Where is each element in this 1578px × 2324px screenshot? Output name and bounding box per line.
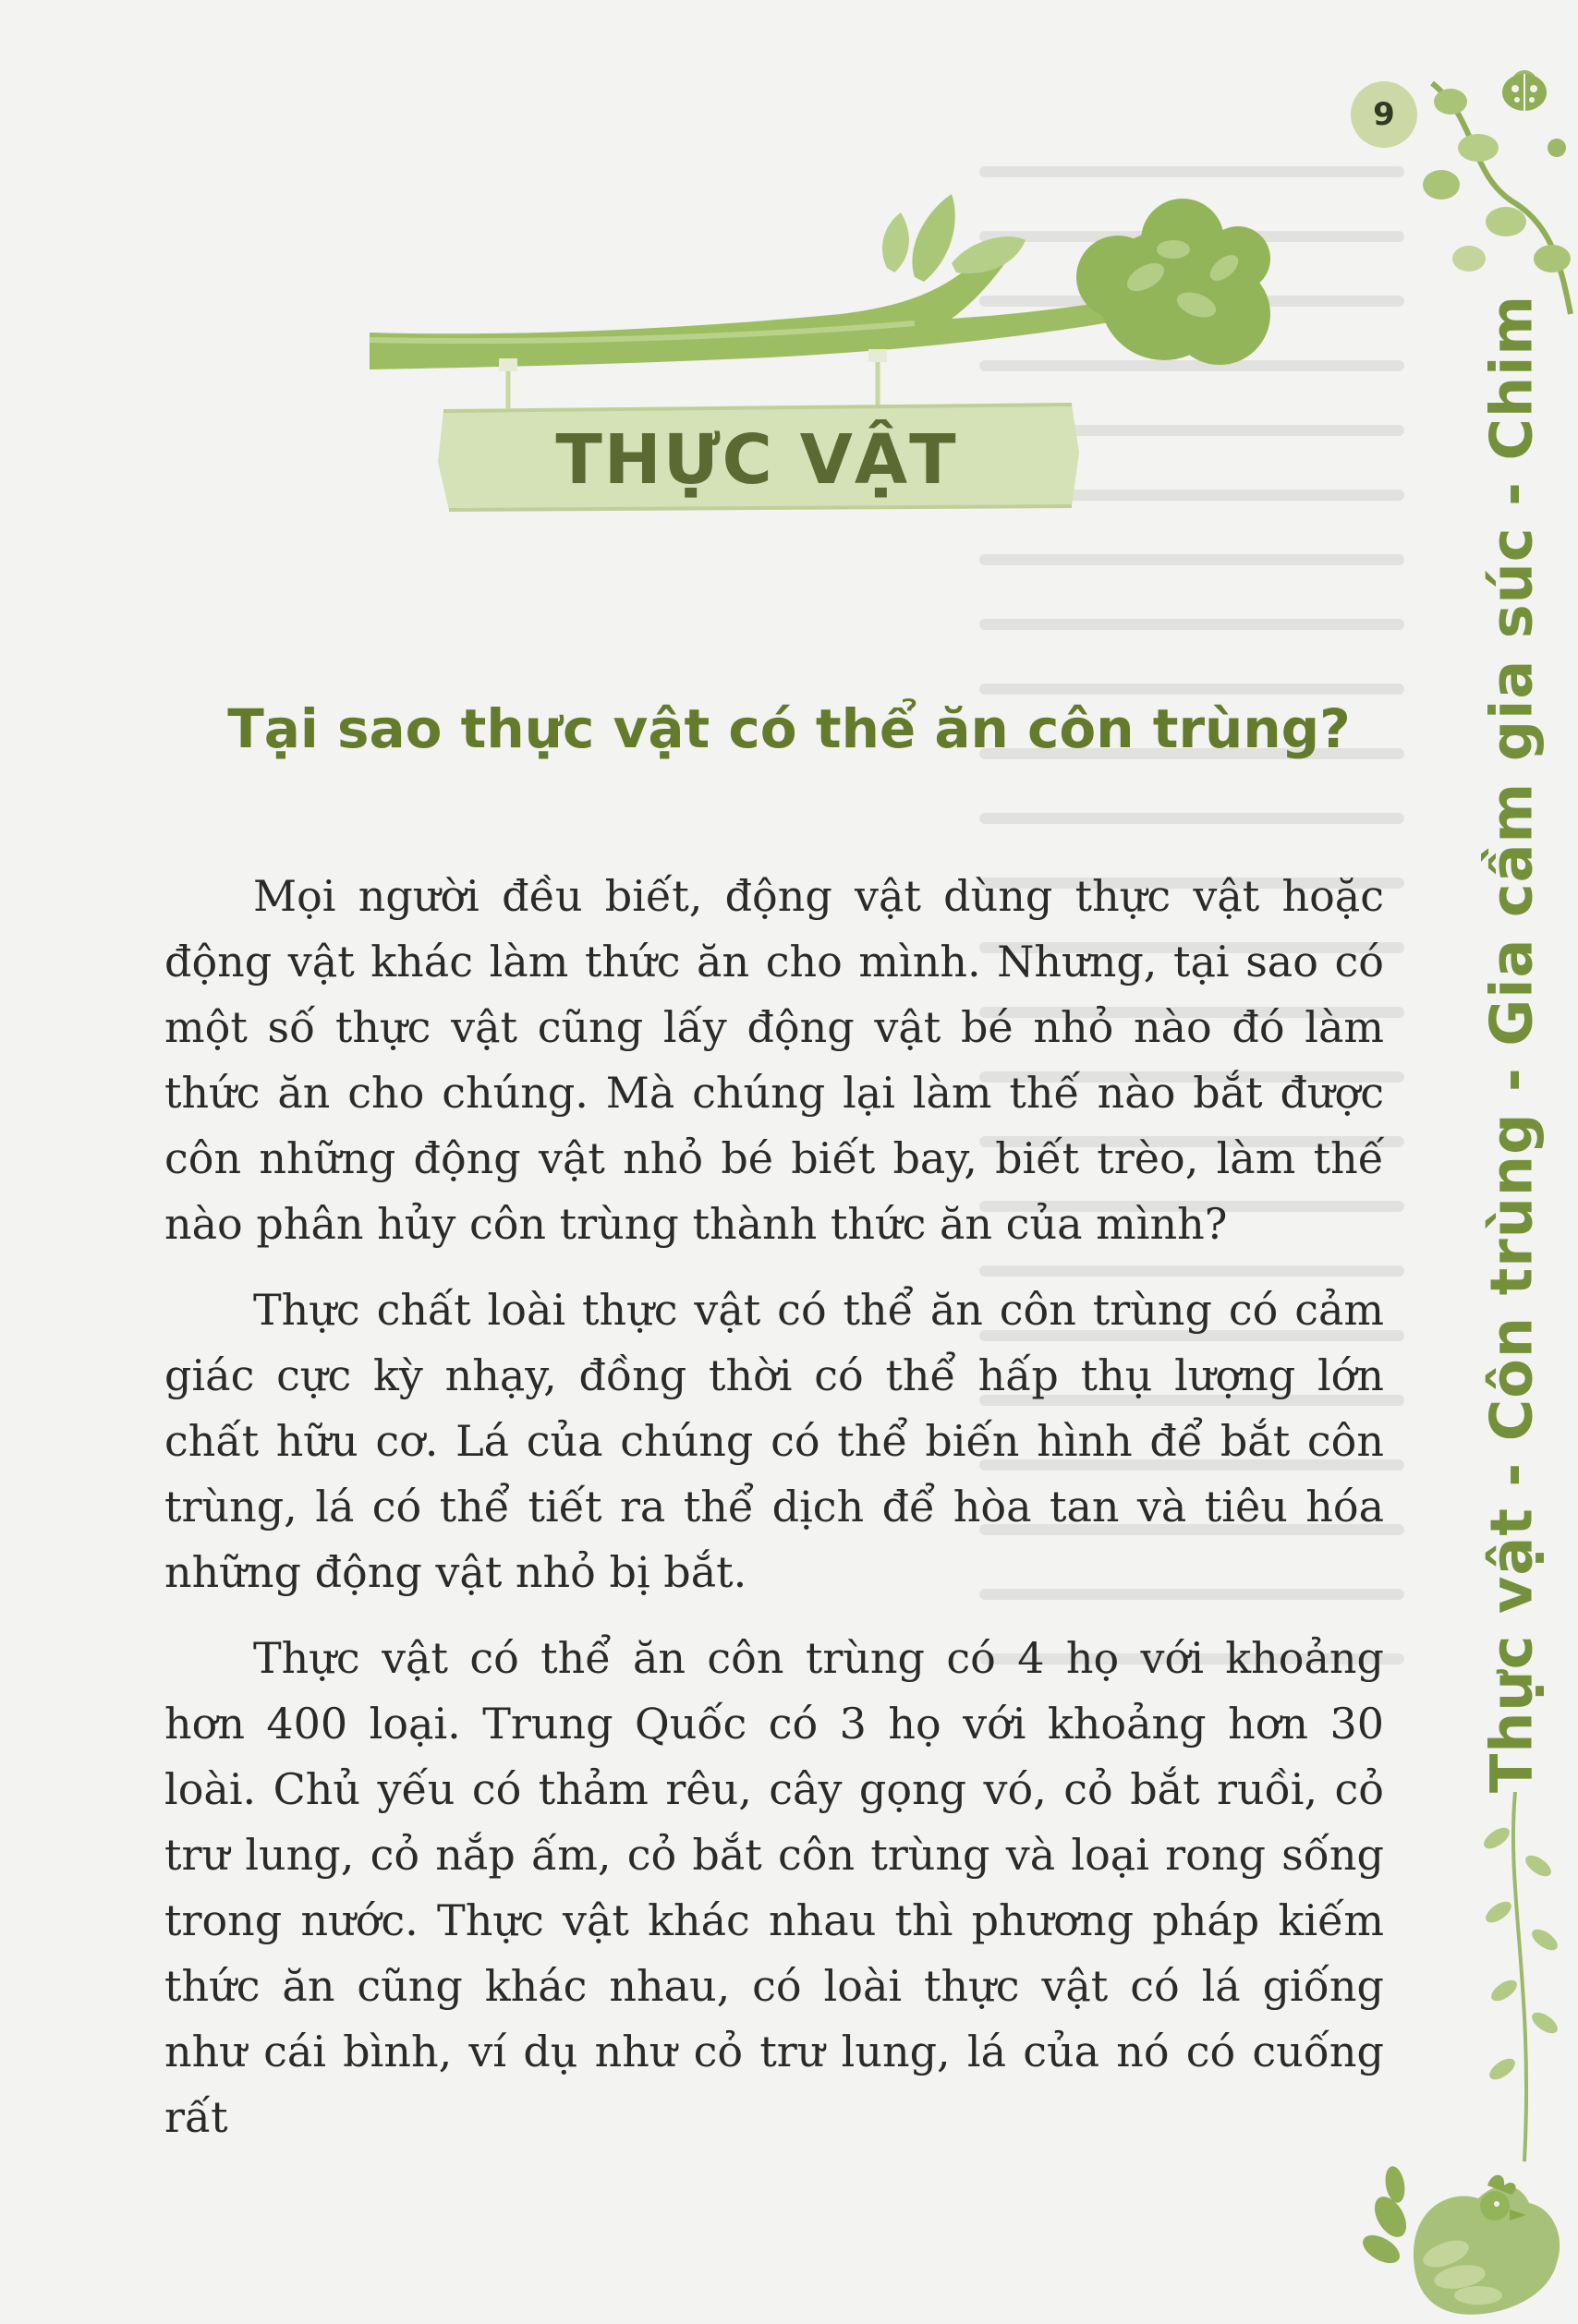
section-side-label: Thực vật - Côn trùng - Gia cầm gia súc - Chim — [1477, 295, 1546, 1793]
plant-sprig-icon — [1441, 1783, 1578, 2171]
ladybug-icon — [1497, 65, 1552, 116]
question-heading: Tại sao thực vật có thể ăn côn trùng? — [227, 697, 1351, 760]
paragraph: Mọi người đều biết, động vật dùng thực vật hoặc động vật khác làm thức ăn cho mình. Nhưng, tại sao có một số thực vật cũng lấy động vật bé nhỏ nào đó làm thức ăn cho chúng. Mà chúng lại làm thế nào bắt được côn những động vật nhỏ bé biết bay, biết trèo, làm thế nào phân hủy côn trùng thành thức ăn của mình? — [164, 871, 1384, 1249]
body-text — [164, 864, 1384, 2171]
sign-board — [438, 405, 1075, 515]
chapter-title: THỰC VẬT — [555, 420, 958, 500]
leaf-vine-icon — [1414, 46, 1578, 323]
page-number: 9 — [1351, 81, 1417, 148]
rooster-icon — [1358, 2124, 1578, 2324]
paragraph: Thực chất loài thực vật có thể ăn côn trùng có cảm giác cực kỳ nhạy, đồng thời có thể hấp thụ lượng lớn chất hữu cơ. Lá của chúng có thể biến hình để bắt côn trùng, lá có thể tiết ra thể dịch để hòa tan và tiêu hóa những động vật nhỏ bị bắt. — [164, 1285, 1384, 1597]
paragraph: Thực vật có thể ăn côn trùng có 4 họ với khoảng hơn 400 loại. Trung Quốc có 3 họ với khoảng hơn 30 loài. Chủ yếu có thảm rêu, cây gọng vó, cỏ bắt ruồi, cỏ trư lung, cỏ nắp ấm, cỏ bắt côn trùng và loại rong sống trong nước. Thực vật khác nhau thì phương pháp kiếm thức ăn cũng khác nhau, có loài thực vật có lá giống như cái bình, ví dụ như cỏ trư lung, lá của nó có cuống rất — [164, 1633, 1384, 2142]
